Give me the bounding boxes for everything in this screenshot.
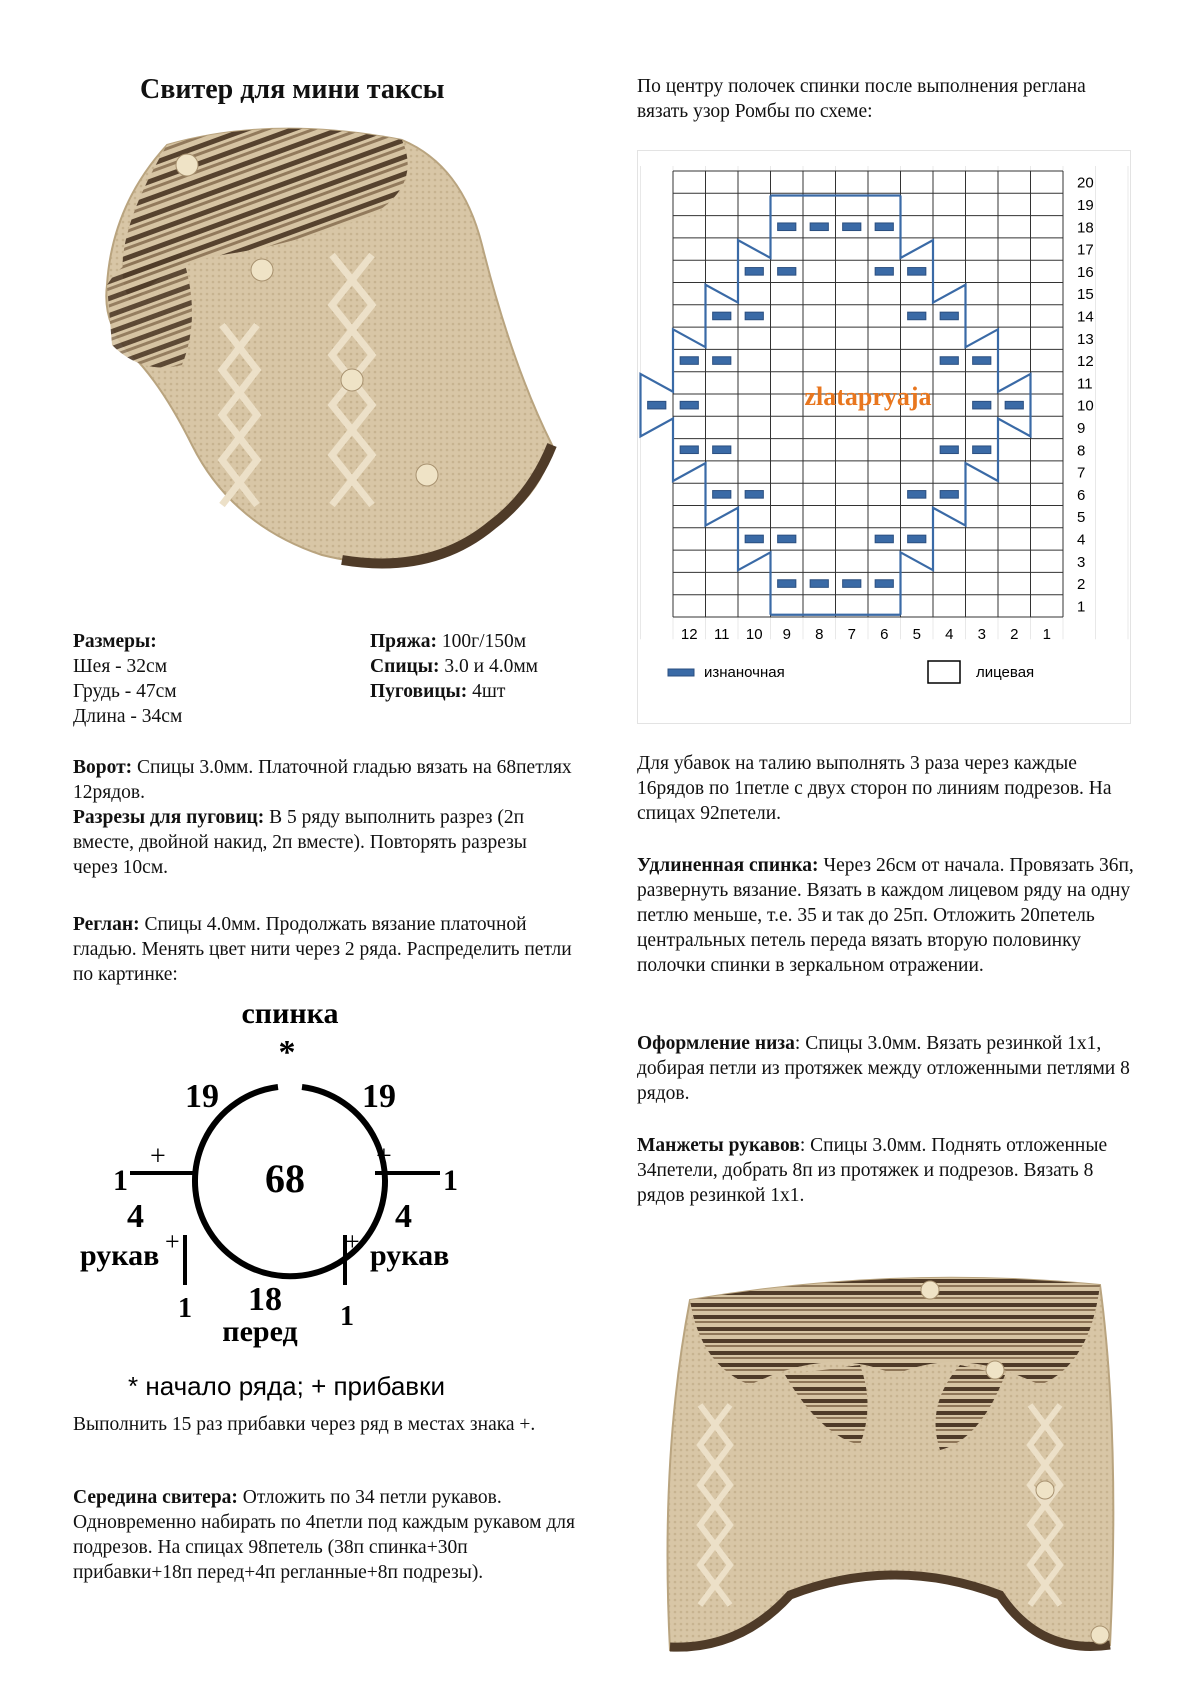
buttonholes-label: Разрезы для пуговиц: [73, 807, 265, 828]
sizes-heading: Размеры: [73, 631, 157, 652]
purl-cell-mark [713, 446, 731, 454]
diagram-plus-left-bottom: + [165, 1227, 180, 1256]
purl-cell-mark [875, 268, 893, 276]
purl-cell-mark [713, 357, 731, 365]
chart-row-label: 11 [1077, 375, 1093, 393]
diagram-star: * [278, 1034, 296, 1071]
chart-row-label: 12 [1077, 353, 1094, 371]
cuffs-section [637, 1133, 1137, 1208]
yarn-label: Пряжа: [370, 631, 437, 652]
raglan-text: Спицы 4.0мм. Продолжать вязание платочной гладью. Менять цвет нити через 2 ряда. Распределить петли по картинке: [73, 914, 572, 985]
purl-cell-mark [713, 491, 731, 499]
purl-cell-mark [875, 535, 893, 543]
purl-cell-mark [745, 491, 763, 499]
bottom-label: Оформление низа [637, 1033, 795, 1054]
chart-row-label: 7 [1077, 464, 1086, 482]
diagram-front-label: перед [222, 1315, 298, 1348]
materials-block [370, 629, 600, 704]
back-text: Через 26см от начала. Провязать 36п, развернуть вязание. Вязать в каждом лицевом ряду на одну петлю меньше, т.е. 35 и так до 25п. Отложить 20петель центральных петель переда вязать вторую половинку полочки спинки в зеркальном отражении. [637, 855, 1134, 976]
purl-cell-mark [810, 580, 828, 588]
diagram-right-four: 4 [395, 1198, 412, 1235]
raglan-section [73, 912, 573, 987]
diagram-bottom-center: 18 [248, 1281, 282, 1318]
purl-cell-mark [680, 357, 698, 365]
chart-col-label: 2 [1010, 626, 1019, 643]
rhombus-chart [637, 150, 1131, 724]
diagram-plus-right-bottom: + [345, 1227, 360, 1256]
back-section [637, 853, 1137, 978]
purl-cell-mark [908, 268, 926, 276]
purl-cell-mark [745, 268, 763, 276]
chart-col-label: 9 [782, 626, 791, 643]
diagram-legend: * начало ряда; + прибавки [128, 1371, 446, 1401]
purl-cell-mark [713, 312, 731, 320]
chart-col-label: 10 [745, 626, 763, 643]
middle-label: Середина свитера: [73, 1487, 238, 1508]
chart-row-label: 9 [1077, 420, 1086, 438]
diagram-right-one: 1 [443, 1164, 458, 1197]
purl-cell-mark [940, 491, 958, 499]
purl-cell-mark [973, 357, 991, 365]
diagram-bottom-right: 1 [340, 1301, 354, 1332]
rhombus-chart-svg [638, 151, 1130, 723]
diagram-right-sleeve: рукав [370, 1239, 450, 1272]
needles-label: Спицы: [370, 656, 440, 677]
chart-col-label: 5 [912, 626, 921, 643]
purl-cell-mark [745, 535, 763, 543]
chart-row-label: 16 [1077, 263, 1094, 281]
collar-text: Спицы 3.0мм. Платочной гладью вязать на 68петлях 12рядов. [73, 757, 572, 803]
bottom-section [637, 1031, 1137, 1106]
raglan-diagram [80, 995, 580, 1405]
chart-row-label: 10 [1077, 397, 1094, 415]
cuffs-label: Манжеты рукавов [637, 1135, 800, 1156]
purl-cell-mark [940, 446, 958, 454]
chart-row-label: 6 [1077, 486, 1086, 504]
chart-row-label: 20 [1077, 174, 1094, 192]
purl-cell-mark [778, 268, 796, 276]
purl-cell-mark [908, 535, 926, 543]
diagram-left-sleeve: рукав [80, 1239, 160, 1272]
chart-col-label: 3 [977, 626, 986, 643]
chart-col-label: 1 [1042, 626, 1051, 643]
chart-row-label: 15 [1077, 286, 1094, 304]
yarn-value: 100г/150м [441, 631, 527, 652]
chart-col-label: 12 [680, 626, 698, 643]
purl-cell-mark [778, 535, 796, 543]
chart-col-label: 8 [815, 626, 824, 643]
chart-row-label: 4 [1077, 531, 1086, 549]
sweater-photo-top [72, 105, 572, 605]
cuffs-text: : Спицы 3.0мм. Поднять отложенные 34петели, добрать 8п из протяжек и подрезов. Вязать 8 рядов резинкой 1х1. [637, 1135, 1108, 1206]
legend-purl-label: изнаночная [704, 664, 785, 681]
purl-cell-mark [778, 223, 796, 231]
chart-row-label: 5 [1077, 509, 1086, 527]
chart-row-label: 18 [1077, 219, 1094, 237]
purl-cell-mark [973, 401, 991, 409]
collar-section [73, 755, 573, 880]
sweater-photo-bottom [660, 1255, 1130, 1675]
chart-col-label: 4 [945, 626, 954, 643]
purl-cell-mark [1005, 401, 1023, 409]
size-length: Длина - 34см [73, 706, 183, 727]
chart-row-label: 19 [1077, 197, 1094, 215]
diagram-center: 68 [265, 1156, 305, 1201]
middle-section [73, 1485, 578, 1585]
increases-text: Выполнить 15 раз прибавки через ряд в местах знака +. [73, 1414, 536, 1435]
purl-cell-mark [778, 580, 796, 588]
size-neck: Шея - 32см [73, 656, 168, 677]
buttons-value: 4шт [472, 681, 506, 702]
right-intro: По центру полочек спинки после выполнения реглана вязать узор Ромбы по схеме: [637, 76, 1086, 122]
needles-value: 3.0 и 4.0мм [444, 656, 539, 677]
purl-cell-mark [973, 446, 991, 454]
chart-row-label: 13 [1077, 330, 1094, 348]
diagram-bottom-left: 1 [178, 1293, 192, 1324]
diagram-left-four: 4 [127, 1198, 144, 1235]
purl-cell-mark [745, 312, 763, 320]
chart-row-label: 8 [1077, 442, 1086, 460]
diagram-left-one: 1 [113, 1164, 128, 1197]
sizes-block [73, 629, 373, 729]
buttonholes-text: В 5 ряду выполнить разрез (2п вместе, двойной накид, 2п вместе). Повторять разрезы через 10см. [73, 807, 527, 878]
purl-cell-mark [843, 580, 861, 588]
legend-knit-swatch [928, 661, 960, 683]
purl-cell-mark [908, 312, 926, 320]
diagram-plus-right-top: + [376, 1141, 392, 1172]
chart-row-label: 14 [1077, 308, 1094, 326]
buttons-label: Пуговицы: [370, 681, 468, 702]
purl-cell-mark [940, 357, 958, 365]
purl-cell-mark [648, 401, 666, 409]
back-label: Удлиненная спинка: [637, 855, 819, 876]
chart-row-label: 17 [1077, 241, 1094, 259]
purl-cell-mark [810, 223, 828, 231]
chart-watermark: zlatapryaja [804, 382, 932, 412]
chart-row-label: 2 [1077, 576, 1086, 594]
size-chest: Грудь - 47см [73, 681, 177, 702]
chart-row-label: 3 [1077, 553, 1086, 571]
diagram-right-top: 19 [362, 1078, 396, 1115]
raglan-label: Реглан: [73, 914, 140, 935]
bottom-text: : Спицы 3.0мм. Вязать резинкой 1х1, добирая петли из протяжек между отложенными петлями 8 рядов. [637, 1033, 1130, 1104]
purl-cell-mark [680, 401, 698, 409]
diagram-left-top: 19 [185, 1078, 219, 1115]
purl-cell-mark [875, 223, 893, 231]
collar-label: Ворот: [73, 757, 133, 778]
purl-cell-mark [875, 580, 893, 588]
purl-cell-mark [908, 491, 926, 499]
waist-text: Для убавок на талию выполнять 3 раза через каждые 16рядов по 1петле с двух сторон по линиям подрезов. На спицах 92петели. [637, 753, 1112, 824]
purl-cell-mark [843, 223, 861, 231]
middle-text: Отложить по 34 петли рукавов. Одновременно набирать по 4петли под каждым рукавом для подрезов. На спицах 98петель (38п спинка+30п прибавки+18п перед+4п регланные+8п подрезы). [73, 1487, 575, 1583]
purl-cell-mark [940, 312, 958, 320]
chart-col-label: 6 [880, 626, 889, 643]
diagram-plus-left-top: + [150, 1141, 166, 1172]
purl-cell-mark [680, 446, 698, 454]
diagram-back-label: спинка [241, 997, 339, 1030]
chart-row-label: 1 [1077, 598, 1086, 616]
chart-col-label: 11 [713, 626, 730, 643]
chart-col-label: 7 [847, 626, 856, 643]
legend-knit-label: лицевая [976, 664, 1035, 681]
legend-purl-swatch [668, 669, 694, 676]
page-title: Свитер для мини таксы [140, 74, 445, 105]
